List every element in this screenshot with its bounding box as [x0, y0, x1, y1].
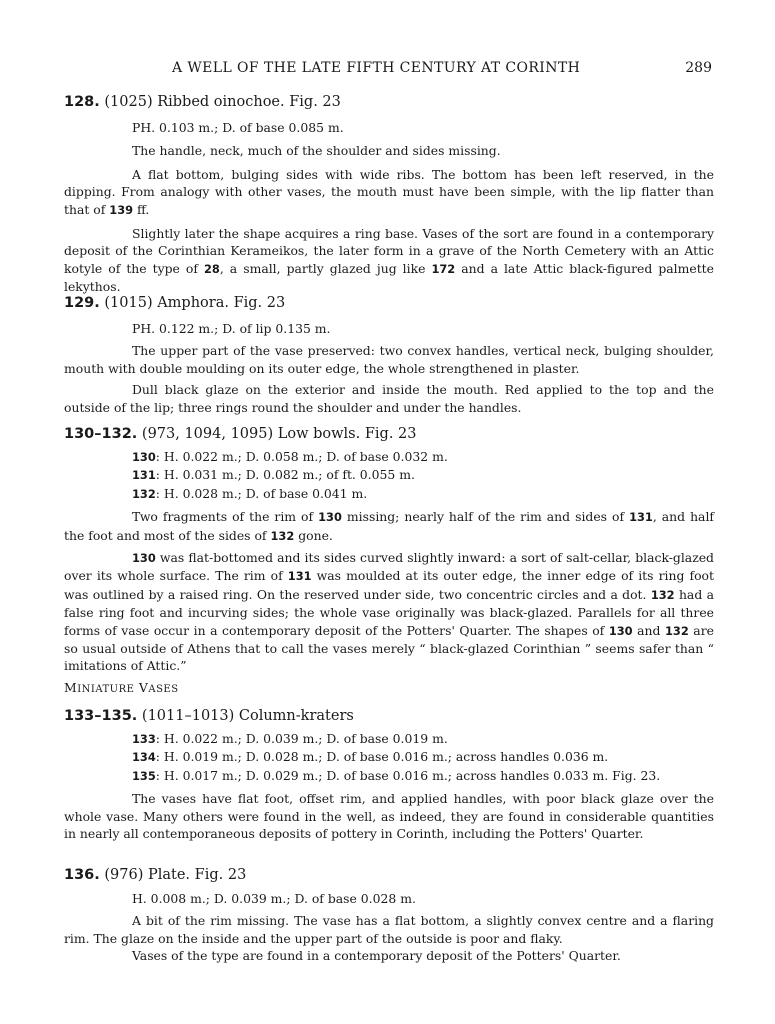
entry-paragraph: A bit of the rim missing. The vase has a flat bottom, a slightly convex centre and a flaring rim. The glaze on the inside and the upper part of the outside is poor and flaky. [64, 913, 714, 946]
running-title: A WELL OF THE LATE FIFTH CENTURY AT CORINTH [172, 60, 581, 76]
page-number: 289 [685, 60, 712, 76]
entry-paragraph: A flat bottom, bulging sides with wide ribs. The bottom has been left reserved, in the dipping. From analogy with other vases, the mouth must have been simple, with the lip flatter than that of 139 ff. [64, 166, 714, 217]
entry-heading [64, 707, 714, 725]
section-heading: MINIATURE VASES [64, 680, 179, 695]
catalogue-reference: 130 [132, 551, 156, 566]
entry-dimensions: 134: H. 0.019 m.; D. 0.028 m.; D. of base 0.016 m.; across handles 0.036 m. [132, 749, 609, 765]
catalogue-reference: 130 [608, 623, 633, 638]
catalogue-reference: 132 [650, 587, 675, 602]
entry-paragraph: The upper part of the vase preserved: two convex handles, vertical neck, bulging shoulder, mouth with double moulding on its outer edge, the whole strengthened in plaster. [64, 343, 714, 376]
running-header [172, 60, 712, 80]
entry-dimensions: PH. 0.122 m.; D. of lip 0.135 m. [132, 321, 331, 336]
entry-number: 136. [64, 867, 100, 883]
entry-heading [64, 93, 714, 111]
entry-number: 128. [64, 94, 100, 110]
entry-paragraph: Vases of the type are found in a contemporary deposit of the Potters' Quarter. [132, 948, 621, 964]
catalogue-reference: 131 [287, 569, 312, 584]
entry-paragraph: Two fragments of the rim of 130 missing; nearly half of the rim and sides of 131, and half the foot and most of the sides of 132 gone. [64, 509, 714, 543]
entry-paragraph: The vases have flat foot, offset rim, and applied handles, with poor black glaze over the whole vase. Many others were found in the well, as indeed, they are found in considerable quantities in nearly all contemporaneous deposits of pottery in Corinth, including the Potters' Quarter. [64, 791, 714, 842]
entry-heading [64, 866, 714, 884]
entry-dimensions: 133: H. 0.022 m.; D. 0.039 m.; D. of base 0.019 m. [132, 731, 448, 746]
entry-paragraph: The handle, neck, much of the shoulder and sides missing. [132, 143, 501, 159]
entry-title: (973, 1094, 1095) Low bowls. Fig. 23 [141, 426, 417, 442]
entry-dimensions: PH. 0.103 m.; D. of base 0.085 m. [132, 120, 344, 135]
entry-dimensions: H. 0.008 m.; D. 0.039 m.; D. of base 0.028 m. [132, 891, 416, 906]
catalogue-reference: 139 [109, 202, 134, 217]
catalogue-entry-129 [64, 294, 714, 416]
catalogue-entry-130-132 [64, 425, 714, 675]
catalogue-entry-128 [64, 93, 714, 296]
entry-title: (1025) Ribbed oinochoe. Fig. 23 [104, 94, 341, 110]
catalogue-entry-133-135 [64, 707, 714, 842]
entry-title: (1015) Amphora. Fig. 23 [104, 295, 286, 311]
catalogue-reference: 131 [629, 510, 653, 525]
catalogue-reference: 132 [270, 528, 295, 543]
catalogue-entry-136 [64, 866, 714, 965]
entry-number: 133–135. [64, 708, 138, 724]
entry-dimensions: 131: H. 0.031 m.; D. 0.082 m.; of ft. 0.055 m. [132, 467, 415, 483]
entry-dimensions: 135: H. 0.017 m.; D. 0.029 m.; D. of base 0.016 m.; across handles 0.033 m. Fig. 23. [132, 767, 661, 783]
entry-heading [64, 425, 714, 443]
entry-paragraph: 130 was flat-bottomed and its sides curved slightly inward: a sort of salt-cellar, black-glazed over its whole surface. The rim of 131 was moulded at its outer edge, the inner edge of its ring foot was outlined by a raised ring. On the reserved under side, two concentric circles and a dot. 132 had a false ring foot and incurving sides; the whole vase originally was black-glazed. Parallels for all three forms of vase occur in a contemporary deposit of the Potters' Quarter. The shapes of 130 and 132 are so usual outside of Athens that to call the vases merely “ black-glazed Corinthian ” seems safer than “ imitations of Attic.” [64, 550, 714, 674]
entry-number: 130–132. [64, 426, 138, 442]
entry-number: 129. [64, 295, 100, 311]
entry-title: (976) Plate. Fig. 23 [104, 867, 247, 883]
entry-dimensions: 132: H. 0.028 m.; D. of base 0.041 m. [132, 485, 368, 501]
entry-heading [64, 294, 714, 312]
entry-dimensions: 130: H. 0.022 m.; D. 0.058 m.; D. of base 0.032 m. [132, 449, 448, 464]
catalogue-reference: 130 [318, 510, 342, 525]
catalogue-reference: 28 [203, 261, 220, 276]
catalogue-reference: 172 [431, 261, 456, 276]
catalogue-reference: 132 [664, 623, 689, 638]
entry-title: (1011–1013) Column-kraters [141, 708, 354, 724]
entry-paragraph: Dull black glaze on the exterior and inside the mouth. Red applied to the top and the outside of the lip; three rings round the shoulder and under the handles. [64, 382, 714, 415]
entry-paragraph: Slightly later the shape acquires a ring base. Vases of the sort are found in a contemporary deposit of the Corinthian Kerameikos, the later form in a grave of the North Cemetery with an Attic kotyle of the type of 28, a small, partly glazed jug like 172 and a late Attic black-figured palmette lekythos. [64, 226, 714, 295]
